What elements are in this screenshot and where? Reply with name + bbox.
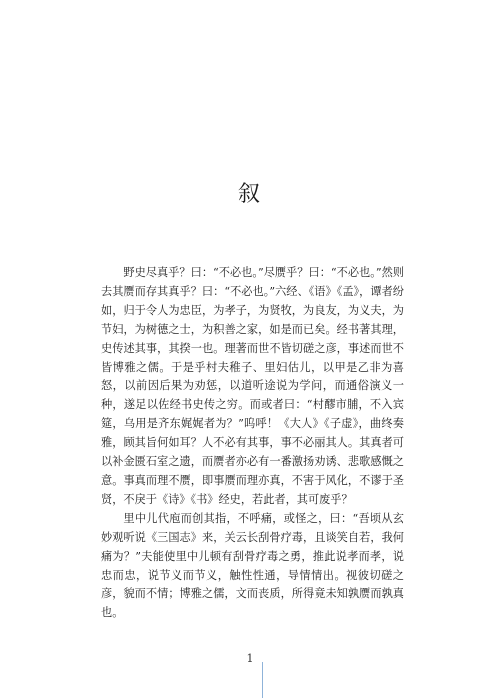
paragraph-2: 里中儿代庖而创其指，不呼痛，或怪之，曰：“吾顷从玄妙观听说《三国志》来，关云长刮骨疗毒，且谈笑自若，我何痛为？”夫能使里中儿顿有刮骨疗毒之勇，推此说孝而孝，说忠而忠，说节义而节义，触性性通，导情情出。视彼切磋之彦，貌而不情；博雅之儒，文而丧质，所得竟未知孰赝而孰真也。 xyxy=(101,511,404,620)
body-text xyxy=(101,264,404,623)
paragraph-1: 野史尽真乎？曰：“不必也。”尽赝乎？曰：“不必也。”然则去其赝而存其真乎？曰：“不必也。”六经、《语》《孟》，谭者纷如，归于令人为忠臣，为孝子，为贤牧，为良友，为义夫，为节妇，为树德之士，为积善之家，如是而已矣。经书著其理，史传述其事，其揆一也。理著而世不皆切磋之彦，事述而世不皆博雅之儒。于是乎村夫稚子、里妇估儿，以甲是乙非为喜怒，以前因后果为劝惩，以道听途说为学问，而通俗演义一种，遂足以佐经书史传之穷。而或者曰：“村醪市脯，不入宾筵，乌用是齐东娓娓者为？”呜呼！《大人》《子虚》，曲终奏雅，顾其旨何如耳？人不必有其事，事不必丽其人。其真者可以补金匮石室之遗，而赝者亦必有一番激扬劝诱、悲歌感慨之意。事真而理不赝，即事赝而理亦真，不害于风化，不谬于圣贤，不戾于《诗》《书》经史，若此者，其可废乎？ xyxy=(101,266,404,506)
page-title: 叙 xyxy=(237,182,262,207)
gutter-line xyxy=(262,662,263,698)
page-number: 1 xyxy=(246,652,254,665)
